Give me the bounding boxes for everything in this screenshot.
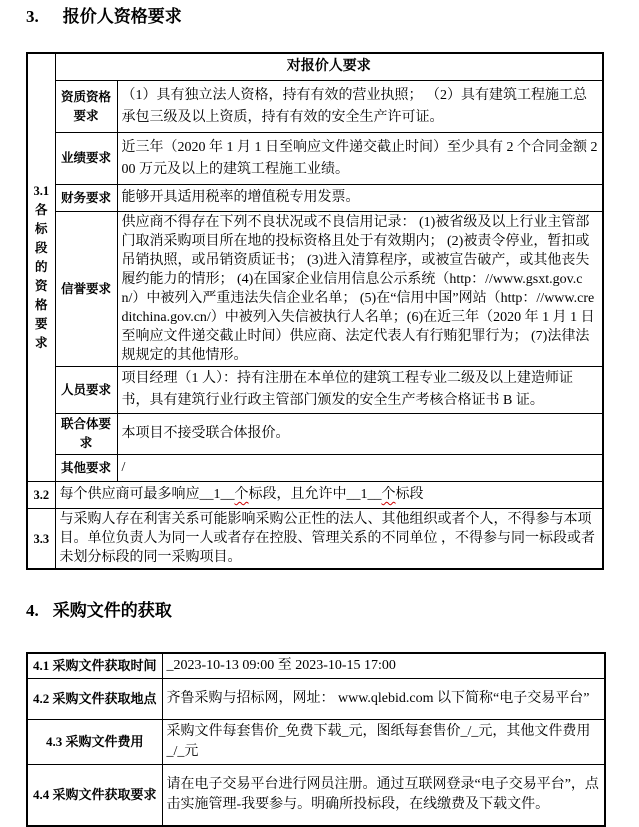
- table-row: [27, 367, 603, 414]
- row-content-qualification: （1）具有独立法人资格，持有有效的营业执照； （2）具有建筑工程施工总承包三级及以上资质，持有有效的安全生产许可证。: [117, 81, 603, 133]
- document-acquisition-table: [26, 652, 606, 827]
- row-label-acquisition-requirement: 4.4 采购文件获取要求: [27, 764, 162, 826]
- row-3-2-text: 标段，且允许中__1__: [248, 487, 382, 502]
- table-row: [27, 678, 605, 719]
- spellcheck-wavy-underline: 个: [234, 487, 249, 502]
- row-label-acquisition-time: 4.1 采购文件获取时间: [27, 653, 162, 678]
- table-row: [27, 185, 603, 212]
- row-label-other: 其他要求: [55, 455, 117, 482]
- table-row: [27, 212, 603, 367]
- table-side-cell-3-1: 3.1各标段的资格要求: [27, 53, 55, 482]
- table-row: [27, 482, 603, 509]
- table-row: [27, 455, 603, 482]
- row-content-3-2: [55, 482, 603, 509]
- table-row: [27, 414, 603, 455]
- section-3-heading: [26, 6, 639, 28]
- row-content-other: /: [117, 455, 603, 482]
- row-content-credit: 供应商不得存在下列不良状况或不良信用记录： (1)被省级及以上行业主管部门取消采购项目所在地的投标资格且处于有效期内； (2)被责令停业，暂扣或吊销执照，或吊销资质证书； (3)进入清算程序，或被宣告破产，或其他丧失履约能力的情形； (4)在国家企业信用信息公示系统（http：//www.gsxt.gov.cn/）中被列入严重违法失信企业名单； (5)在“信用中国”网站（http：//www.creditchina.gov.cn/）中被列入失信被执行人名单；(6)在近三年（2020 年 1 月 1 日至响应文件递交截止时间）供应商、法定代表人有行贿犯罪行为； (7)法律法规规定的其他情形。: [117, 212, 603, 367]
- row-label-credit: 信誉要求: [55, 212, 117, 367]
- row-label-personnel: 人员要求: [55, 367, 117, 414]
- row-label-qualification: 资质资格要求: [55, 81, 117, 133]
- table-row: [27, 653, 605, 678]
- section-4-title: 采购文件的获取: [52, 601, 172, 620]
- row-content-personnel: 项目经理（1 人）：持有注册在本单位的建筑工程专业二级及以上建造师证书，具有建筑行业行政主管部门颁发的安全生产考核合格证书 B 证。: [117, 367, 603, 414]
- row-label-performance: 业绩要求: [55, 133, 117, 185]
- row-3-2-text: 标段: [395, 487, 424, 502]
- row-label-finance: 财务要求: [55, 185, 117, 212]
- row-content-performance: 近三年（2020 年 1 月 1 日至响应文件递交截止时间）至少具有 2 个合同金额 200 万元及以上的建筑工程施工业绩。: [117, 133, 603, 185]
- row-content-3-3: 与采购人存在利害关系可能影响采购公正性的法人、其他组织或者个人，不得参与本项目。单位负责人为同一人或者存在控股、管理关系的不同单位 ，不得参与同一标段或者未划分标段的同一采购项目。: [55, 509, 603, 570]
- row-content-consortium: 本项目不接受联合体报价。: [117, 414, 603, 455]
- section-3-number: 3.: [26, 7, 39, 26]
- row-3-2-text: 每个供应商可最多响应__1__: [59, 487, 235, 502]
- section-4-heading: [26, 600, 639, 622]
- row-content-acquisition-requirement: 请在电子交易平台进行网员注册。通过互联网登录“电子交易平台”，点击实施管理-我要参与。明确所投标段，在线缴费及下载文件。: [162, 764, 605, 826]
- table-row: [27, 509, 603, 570]
- row-label-consortium: 联合体要求: [55, 414, 117, 455]
- table-row: [27, 719, 605, 764]
- row-content-acquisition-time: _2023-10-13 09:00 至 2023-10-15 17:00: [162, 653, 605, 678]
- qualification-table: [26, 52, 604, 570]
- table-row: [27, 81, 603, 133]
- section-3-title: 报价人资格要求: [62, 7, 182, 26]
- row-content-document-fee: 采购文件每套售价_免费下载_元，图纸每套售价_/_元，其他文件费用_/_元: [162, 719, 605, 764]
- spellcheck-wavy-underline: 个: [381, 487, 396, 502]
- row-number-3-2: 3.2: [27, 482, 55, 509]
- section-4-number: 4.: [26, 601, 39, 620]
- row-content-finance: 能够开具适用税率的增值税专用发票。: [117, 185, 603, 212]
- row-number-3-3: 3.3: [27, 509, 55, 570]
- table-row: [27, 133, 603, 185]
- row-label-document-fee: 4.3 采购文件费用: [27, 719, 162, 764]
- row-content-acquisition-place: 齐鲁采购与招标网，网址： www.qlebid.com 以下简称“电子交易平台”: [162, 678, 605, 719]
- row-label-acquisition-place: 4.2 采购文件获取地点: [27, 678, 162, 719]
- table-header-cell: 对报价人要求: [55, 53, 603, 81]
